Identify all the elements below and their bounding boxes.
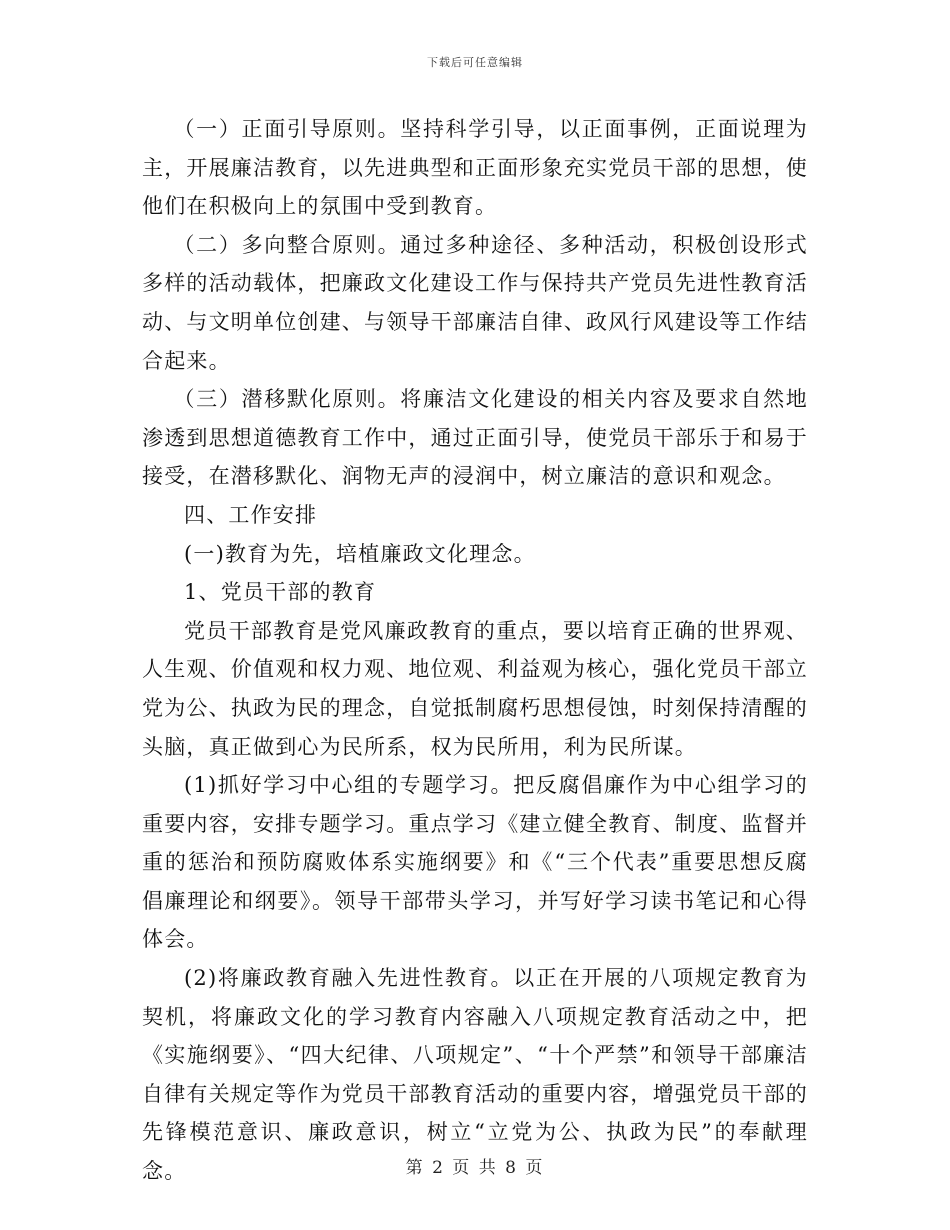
page-header: 下载后可任意编辑: [427, 56, 523, 69]
paragraph-principle-3: （三）潜移默化原则。将廉洁文化建设的相关内容及要求自然地渗透到思想道德教育工作中，通过正面引导，使党员干部乐于和易于接受，在潜移默化、润物无声的浸润中，树立廉洁的意识和观念。: [142, 387, 808, 489]
page-footer: 第 2 页 共 8 页: [405, 1158, 545, 1178]
document-body: [142, 110, 808, 1191]
paragraph-cadre-education: 党员干部教育是党风廉政教育的重点，要以培育正确的世界观、人生观、价值观和权力观、地位观、利益观为核心，强化党员干部立党为公、执政为民的理念，自觉抵制腐朽思想侵蚀，时刻保持清醒的头脑，真正做到心为民所系，权为民所用，利为民所谋。: [142, 618, 808, 759]
paragraph-advanced-education: (2)将廉政教育融入先进性教育。以正在开展的八项规定教育为契机，将廉政文化的学习教育内容融入八项规定教育活动之中，把《实施纲要》、“四大纪律、八项规定”、“十个严禁”和领导干部廉洁自律有关规定等作为党员干部教育活动的重要内容，增强党员干部的先锋模范意识、廉政意识，树立“立党为公、执政为民”的奉献理念。: [142, 966, 808, 1184]
subsection-heading-education: (一)教育为先，培植廉政文化理念。: [184, 541, 536, 566]
paragraph-principle-1: （一）正面引导原则。坚持科学引导，以正面事例，正面说理为主，开展廉洁教育，以先进典型和正面形象充实党员干部的思想，使他们在积极向上的氛围中受到教育。: [142, 117, 808, 219]
section-heading-work-arrangement: 四、工作安排: [184, 502, 318, 527]
paragraph-study-group: (1)抓好学习中心组的专题学习。把反腐倡廉作为中心组学习的重要内容，安排专题学习。重点学习《建立健全教育、制度、监督并重的惩治和预防腐败体系实施纲要》和《“三个代表”重要思想反腐倡廉理论和纲要》。领导干部带头学习，并写好学习读书笔记和心得体会。: [142, 773, 808, 952]
item-heading-cadre-education: 1、党员干部的教育: [184, 580, 377, 605]
paragraph-principle-2: （二）多向整合原则。通过多种途径、多种活动，积极创设形式多样的活动载体，把廉政文化建设工作与保持共产党员先进性教育活动、与文明单位创建、与领导干部廉洁自律、政风行风建设等工作结合起来。: [142, 232, 808, 373]
